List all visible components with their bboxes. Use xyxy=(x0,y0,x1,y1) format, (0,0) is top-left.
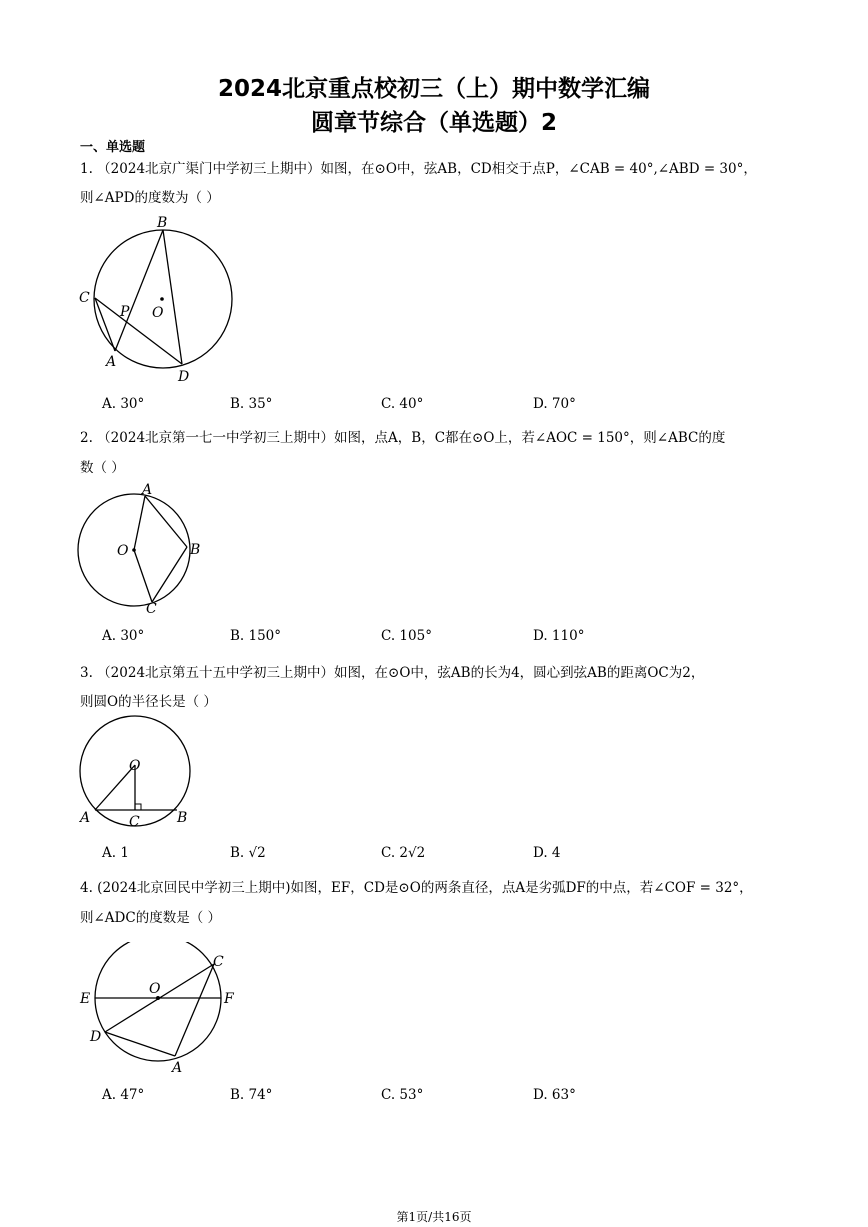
question-2-text: 2. （2024北京第一七一中学初三上期中）如图，点A，B，C都在⊙O上，若∠AOC = 150°，则∠ABC的度 xyxy=(80,430,726,446)
question-1-option-c: C. 40° xyxy=(381,396,424,412)
label-a: A xyxy=(172,1060,183,1076)
question-3-figure xyxy=(75,713,205,833)
label-d: D xyxy=(90,1029,102,1045)
question-2-option-d: D. 110° xyxy=(533,628,585,644)
center-point xyxy=(160,297,164,301)
right-angle-mark xyxy=(135,804,141,810)
label-a: A xyxy=(80,810,91,826)
segment-oc xyxy=(134,550,152,602)
question-2-option-c: C. 105° xyxy=(381,628,432,644)
label-f: F xyxy=(224,991,234,1007)
question-1-option-d: D. 70° xyxy=(533,396,576,412)
question-2-figure xyxy=(75,482,215,617)
question-4-figure xyxy=(75,942,250,1077)
label-c: C xyxy=(129,814,140,830)
question-1-text-cont: 则∠APD的度数为（ ） xyxy=(80,190,220,206)
question-2-option-b: B. 150° xyxy=(230,628,282,644)
label-a: A xyxy=(106,354,117,370)
section-heading: 一、单选题 xyxy=(80,140,146,155)
label-o: O xyxy=(149,981,161,997)
label-o: O xyxy=(117,543,129,559)
chord-ab xyxy=(115,230,163,351)
label-o: O xyxy=(152,305,164,321)
question-4-option-a: A. 47° xyxy=(102,1087,145,1103)
question-1-option-a: A. 30° xyxy=(102,396,145,412)
label-b: B xyxy=(177,810,188,826)
page-title: 2024北京重点校初三（上）期中数学汇编 xyxy=(217,76,650,102)
center-point xyxy=(132,548,136,552)
question-2-text-cont: 数（ ） xyxy=(80,460,125,476)
question-3-option-c: C. 2√2 xyxy=(381,845,426,861)
segment-oa xyxy=(134,496,145,550)
label-p: P xyxy=(120,304,130,320)
question-4-option-c: C. 53° xyxy=(381,1087,424,1103)
circle-o xyxy=(95,942,221,1061)
label-c: C xyxy=(79,290,90,306)
segment-ca xyxy=(175,964,214,1056)
question-3-text: 3. （2024北京第五十五中学初三上期中）如图，在⊙O中，弦AB的长为4，圆心到弦AB的距离OC为2， xyxy=(80,665,705,681)
question-1-figure xyxy=(75,210,245,390)
label-c: C xyxy=(213,954,224,970)
label-e: E xyxy=(80,991,91,1007)
question-1-text: 1. （2024北京广渠门中学初三上期中）如图，在⊙O中，弦AB，CD相交于点P，∠CAB = 40°,∠ABD = 30°， xyxy=(80,161,757,177)
question-3-option-b: B. √2 xyxy=(230,845,266,861)
page-number: 第1页/共16页 xyxy=(396,1210,472,1224)
label-c: C xyxy=(146,601,157,617)
segment-bd xyxy=(163,230,182,364)
label-d: D xyxy=(178,369,190,385)
question-3-option-a: A. 1 xyxy=(102,845,129,861)
page-subtitle: 圆章节综合（单选题）2 xyxy=(310,110,557,136)
question-2-option-a: A. 30° xyxy=(102,628,145,644)
question-4-option-b: B. 74° xyxy=(230,1087,273,1103)
question-1-option-b: B. 35° xyxy=(230,396,273,412)
question-4-text-cont: 则∠ADC的度数是（ ） xyxy=(80,910,222,926)
question-3-option-d: D. 4 xyxy=(533,845,561,861)
label-b: B xyxy=(157,215,168,231)
label-b: B xyxy=(190,542,201,558)
question-4-option-d: D. 63° xyxy=(533,1087,576,1103)
question-3-text-cont: 则圆O的半径长是（ ） xyxy=(80,694,217,710)
label-o: O xyxy=(129,758,141,774)
label-a: A xyxy=(142,482,153,498)
question-4-text: 4. (2024北京回民中学初三上期中)如图，EF，CD是⊙O的两条直径，点A是劣弧DF的中点，若∠COF = 32°， xyxy=(80,880,753,896)
